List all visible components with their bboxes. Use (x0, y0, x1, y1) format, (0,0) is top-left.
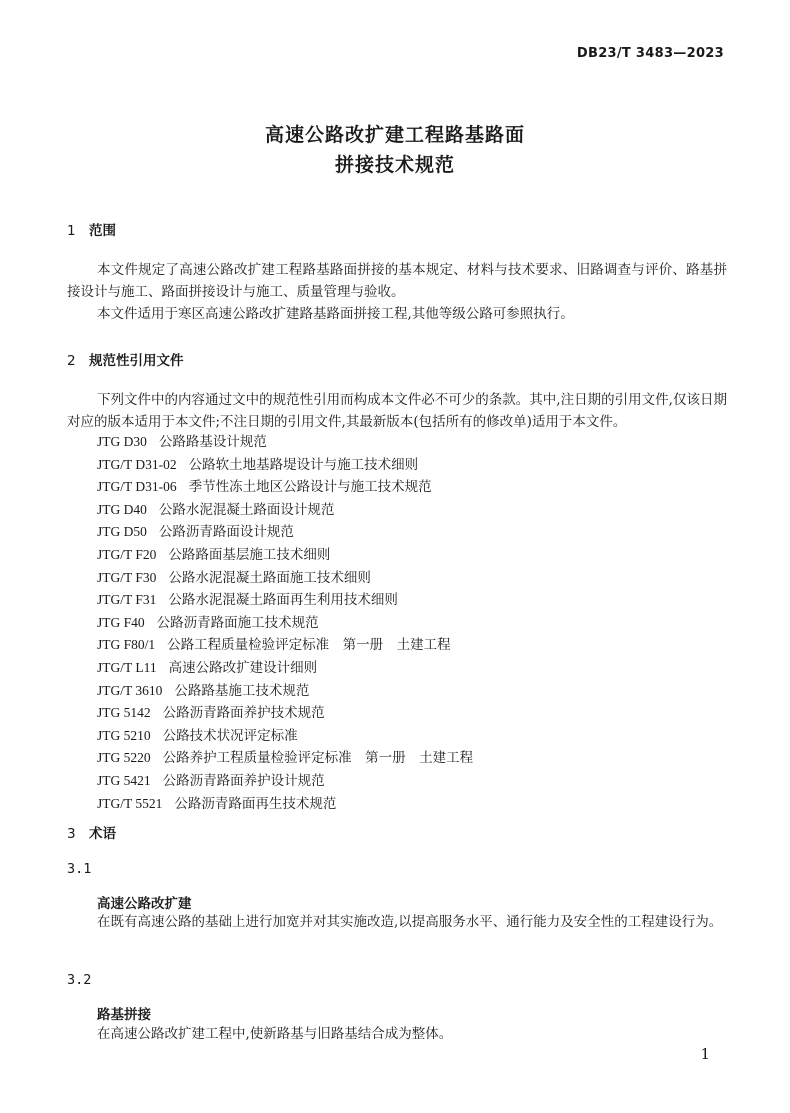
reference-title: 高速公路改扩建设计细则 (168, 659, 318, 676)
term-name: 高速公路改扩建 (97, 896, 192, 912)
normative-references-list (97, 431, 473, 815)
reference-item (97, 793, 473, 816)
reference-title: 公路沥青路面设计规范 (158, 524, 294, 541)
term-number: 3.2 (67, 972, 92, 988)
section-1-heading (67, 219, 116, 239)
reference-title: 公路沥青路面再生技术规范 (174, 795, 337, 812)
reference-item (97, 544, 473, 567)
reference-item (97, 476, 473, 499)
section-number: 3 (67, 826, 76, 842)
reference-code: JTG 5421 (97, 772, 151, 788)
reference-title: 公路路面基层施工技术细则 (168, 546, 331, 563)
section-title: 范围 (89, 223, 116, 239)
reference-item (97, 589, 473, 612)
reference-title: 公路工程质量检验评定标准 第一册 土建工程 (167, 637, 451, 654)
reference-title: 公路沥青路面施工技术规范 (156, 614, 319, 631)
reference-item (97, 725, 473, 748)
reference-code: JTG/T F30 (97, 569, 157, 585)
reference-item (97, 454, 473, 477)
section-number: 2 (67, 353, 76, 369)
reference-item (97, 702, 473, 725)
document-title-line2: 拼接技术规范 (334, 154, 455, 176)
reference-code: JTG/T F31 (97, 592, 157, 608)
term-name: 路基拼接 (97, 1007, 151, 1023)
reference-item (97, 521, 473, 544)
reference-code: JTG D50 (97, 524, 147, 540)
standard-number: DB23/T 3483—2023 (576, 46, 724, 61)
term-definition: 在高速公路改扩建工程中,使新路基与旧路基结合成为整体。 (97, 1026, 453, 1042)
reference-item (97, 499, 473, 522)
reference-title: 公路沥青路面养护设计规范 (162, 772, 325, 789)
section-2-heading (67, 349, 184, 369)
reference-code: JTG 5210 (97, 727, 151, 743)
reference-code: JTG/T D31-06 (97, 479, 177, 495)
reference-item (97, 770, 473, 793)
section-2-intro: 下列文件中的内容通过文中的规范性引用而构成本文件必不可少的条款。其中,注日期的引用文件,仅该日期对应的版本适用于本文件;不注日期的引用文件,其最新版本(包括所有的修改单)适用于本文件。 (67, 392, 727, 430)
reference-title: 季节性冻土地区公路设计与施工技术规范 (188, 479, 432, 496)
document-title-line1: 高速公路改扩建工程路基路面 (264, 124, 525, 146)
section-title: 规范性引用文件 (89, 353, 184, 369)
reference-code: JTG/T D31-02 (97, 456, 177, 472)
reference-title: 公路软土地基路堤设计与施工技术细则 (188, 456, 419, 473)
reference-title: 公路路基施工技术规范 (174, 682, 310, 699)
reference-code: JTG/T 3610 (97, 682, 163, 698)
reference-item (97, 747, 473, 770)
reference-item (97, 431, 473, 454)
reference-item (97, 567, 473, 590)
reference-title: 公路水泥混凝土路面设计规范 (158, 501, 335, 518)
reference-item (97, 612, 473, 635)
reference-title: 公路养护工程质量检验评定标准 第一册 土建工程 (162, 750, 474, 767)
reference-code: JTG D40 (97, 501, 147, 517)
reference-code: JTG F80/1 (97, 637, 156, 653)
reference-code: JTG 5220 (97, 750, 151, 766)
term-number: 3.1 (67, 861, 92, 877)
reference-code: JTG/T 5521 (97, 795, 163, 811)
reference-item (97, 657, 473, 680)
section-number: 1 (67, 223, 76, 239)
reference-code: JTG/T L11 (97, 659, 157, 675)
reference-code: JTG 5142 (97, 705, 151, 721)
term-definition: 在既有高速公路的基础上进行加宽并对其实施改造,以提高服务水平、通行能力及安全性的工程建设行为。 (97, 914, 723, 930)
section-3-heading (67, 822, 116, 842)
reference-item (97, 680, 473, 703)
reference-title: 公路水泥混凝土路面再生利用技术细则 (168, 592, 398, 609)
reference-item (97, 634, 473, 657)
section-1-paragraph-2: 本文件适用于寒区高速公路改扩建路基路面拼接工程,其他等级公路可参照执行。 (97, 306, 574, 322)
section-1-paragraph-1: 本文件规定了高速公路改扩建工程路基路面拼接的基本规定、材料与技术要求、旧路调查与评价、路基拼接设计与施工、路面拼接设计与施工、质量管理与验收。 (67, 262, 727, 300)
reference-title: 公路路基设计规范 (158, 434, 267, 450)
reference-code: JTG D30 (97, 434, 147, 449)
page-number: 1 (700, 1045, 710, 1063)
reference-code: JTG/T F20 (97, 546, 157, 562)
reference-title: 公路沥青路面养护技术规范 (162, 705, 325, 722)
reference-code: JTG F40 (97, 614, 145, 630)
reference-title: 公路技术状况评定标准 (162, 727, 298, 744)
section-title: 术语 (89, 826, 116, 842)
reference-title: 公路水泥混凝土路面施工技术细则 (168, 569, 371, 586)
